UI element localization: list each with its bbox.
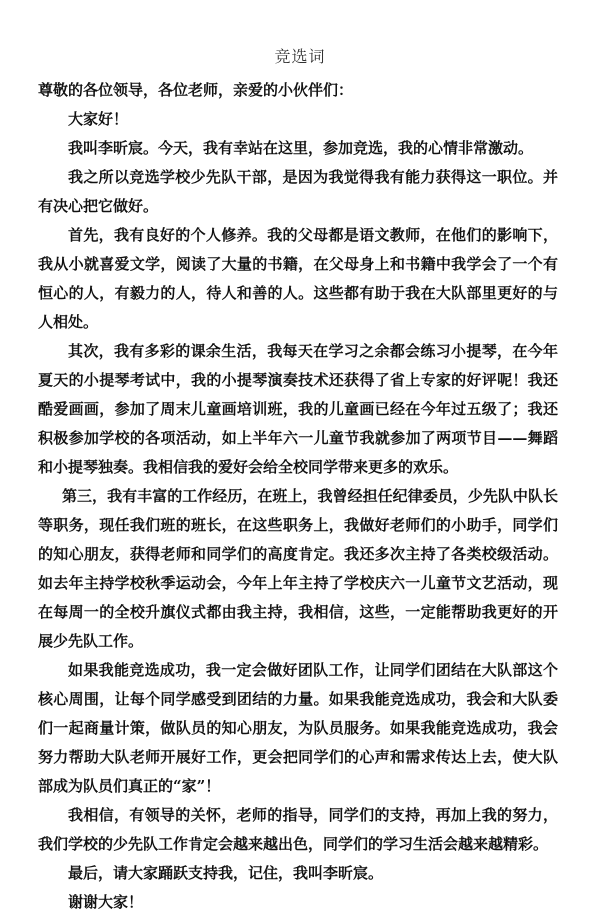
paragraph-greeting: 大家好！: [68, 110, 129, 128]
document-title: 竞选词: [274, 47, 326, 66]
paragraph-first-point: 首先，我有良好的个人修养。我的父母都是语文教师，在他们的影响下，我从小就喜爱文学，阅读了大量的书籍，在父母身上和书籍中我学会了一个有恒心的人，有毅力的人，待人和善的人。这些都有助于我在大队部里更好的与人相处。: [38, 226, 558, 331]
paragraph-thanks: 谢谢大家！: [68, 893, 144, 911]
paragraph-promises: 如果我能竞选成功，我一定会做好团队工作，让同学们团结在大队部这个核心周围，让每个同学感受到团结的力量。如果我能竞选成功，我会和大队委们一起商量计策，做队员的知心朋友，为队员服务。如果我能竞选成功，我会努力帮助大队老师开展好工作，更会把同学们的心声和需求传达上去，使大队部成为队员们真正的“家”！: [38, 661, 558, 795]
paragraph-second-point: 其次，我有多彩的课余生活，我每天在学习之余都会练习小提琴，在今年夏天的小提琴考试中，我的小提琴演奏技术还获得了省上专家的好评呢！我还酷爱画画，参加了周末儿童画培训班，我的儿童画已经在今年过五级了；我还积极参加学校的各项活动，如上半年六一儿童节我就参加了两项节目——舞蹈和小提琴独奏。我相信我的爱好会给全校同学带来更多的欢乐。: [38, 342, 558, 476]
paragraph-third-point: 第三，我有丰富的工作经历，在班上，我曾经担任纪律委员，少先队中队长等职务，现任我们班的班长，在这些职务上，我做好老师们的小助手，同学们的知心朋友，获得老师和同学们的高度肯定。我还多次主持了各类校级活动。如去年主持学校秋季运动会，今年上年主持了学校庆六一儿童节文艺活动，现在每周一的全校升旗仪式都由我主持，我相信，这些，一定能帮助我更好的开展少先队工作。: [38, 487, 558, 650]
speech-body: [38, 76, 558, 917]
salutation: 尊敬的各位领导，各位老师，亲爱的小伙伴们：: [38, 81, 354, 99]
paragraph-belief: 我相信，有领导的关怀，老师的指导，同学们的支持，再加上我的努力，我们学校的少先队工作肯定会越来越出色，同学们的学习生活会越来越精彩。: [38, 806, 558, 853]
paragraph-introduction: 我叫李昕宸。今天，我有幸站在这里，参加竞选，我的心情非常激动。: [68, 139, 534, 157]
paragraph-closing: 最后，请大家踊跃支持我，记住，我叫李昕宸。: [68, 864, 384, 882]
paragraph-motivation: 我之所以竞选学校少先队干部，是因为我觉得我有能力获得这一职位。并有决心把它做好。: [38, 168, 558, 215]
